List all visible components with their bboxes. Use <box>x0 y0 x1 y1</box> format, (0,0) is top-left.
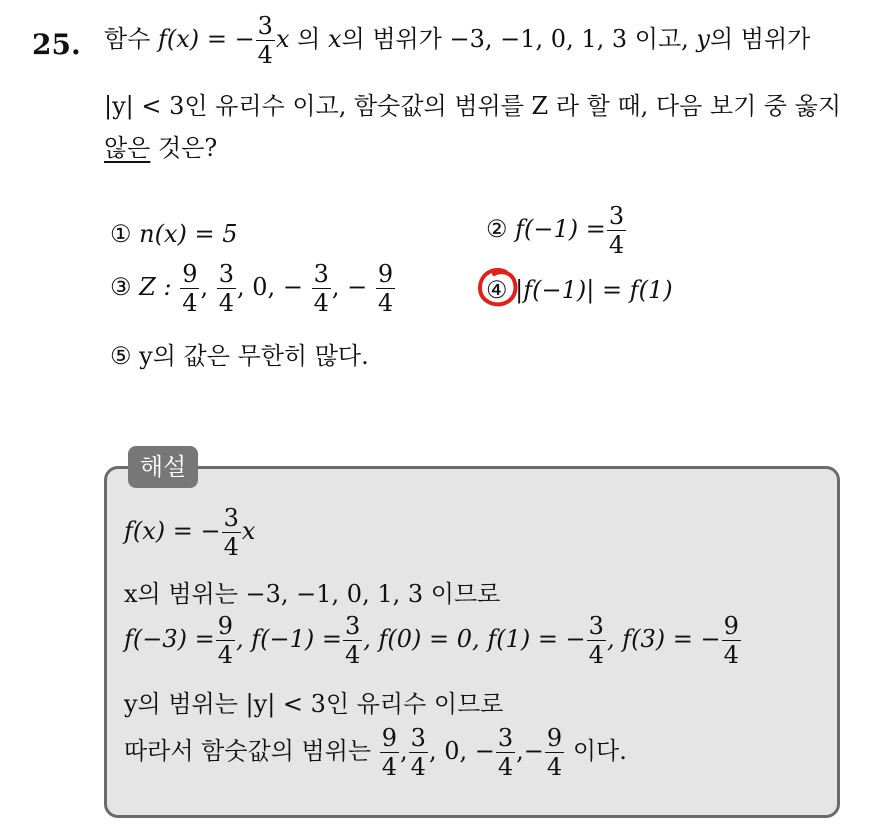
variable-x: x <box>275 25 290 53</box>
question-line-3 <box>104 128 217 163</box>
minus-sign: − <box>523 737 544 765</box>
option-2-text: f(−1) = <box>515 215 606 243</box>
fraction-numerator: 9 <box>182 260 198 288</box>
fraction-numerator: 9 <box>377 260 394 288</box>
option-4-text: |f(−1)| = f(1) <box>515 276 673 304</box>
fraction-numerator: 3 <box>410 724 426 752</box>
question-line-2: |y| < 3인 유리수 이고, 함숫값의 범위를 Z 라 할 때, 다음 보기 중 옳지 <box>104 92 842 120</box>
equals-sign: = <box>206 25 227 53</box>
variable-x: x <box>241 517 256 545</box>
minus-sign: − <box>347 273 368 301</box>
fraction-denominator: 4 <box>218 289 235 317</box>
fraction-numerator: 3 <box>345 612 361 640</box>
option-1-mark: ① <box>110 220 132 248</box>
option-3-zero: 0, <box>252 273 276 301</box>
fraction-denominator: 4 <box>608 231 625 259</box>
fraction-denominator: 4 <box>497 753 514 781</box>
option-3-fraction-4 <box>376 262 395 315</box>
solution-fraction <box>587 614 606 667</box>
option-5-text: y의 값은 무한히 많다. <box>139 342 369 370</box>
fraction-denominator: 4 <box>410 753 426 781</box>
solution-fraction <box>222 506 241 559</box>
solution-line-5: 따라서 함숫값의 범위는 $\frac{9}{4}$ , $\frac{3}{4}$ , 0, − $\frac{3}{4}$ ,− $\frac{9}{4}$ 이다. <box>124 724 627 781</box>
line1-tail: 의 범위가 <box>709 25 811 53</box>
option-3-mark: ③ <box>110 273 132 301</box>
fraction-denominator: 4 <box>217 641 234 669</box>
question-prefix: 함수 <box>104 25 151 53</box>
option-2-fraction <box>607 204 626 257</box>
fraction-numerator: 9 <box>217 612 234 640</box>
solution-fraction <box>545 726 564 779</box>
option-4-mark: ④ <box>486 276 508 304</box>
solution-expression: f(−3) = <box>124 625 215 653</box>
solution-line-1 <box>124 506 255 559</box>
solution-fraction <box>216 614 235 667</box>
solution-fraction <box>343 614 362 667</box>
fraction-denominator: 4 <box>546 753 563 781</box>
fraction-numerator: 3 <box>608 202 625 230</box>
question-line-1 <box>104 14 810 67</box>
fraction-numerator: 3 <box>257 12 273 40</box>
option-3-fraction-1 <box>180 262 199 315</box>
solution-conclusion: 따라서 함숫값의 범위는 <box>124 737 372 765</box>
fraction-denominator: 4 <box>313 289 329 317</box>
solution-fraction <box>496 726 515 779</box>
fraction-numerator: 9 <box>723 612 739 640</box>
solution-fraction <box>380 726 399 779</box>
fraction-numerator: 3 <box>497 724 514 752</box>
fraction-denominator: 4 <box>723 641 739 669</box>
solution-line-4: y의 범위는 |y| < 3인 유리수 이므로 <box>124 690 504 718</box>
fraction-numerator: 3 <box>588 612 604 640</box>
function-notation: f(x) <box>158 25 200 53</box>
solution-function: f(x) = − <box>124 517 221 545</box>
fraction-denominator: 4 <box>345 641 361 669</box>
underlined-word: 않은 <box>104 134 151 162</box>
solution-expression: , f(−1) = <box>236 625 342 653</box>
y-label: y <box>696 25 710 53</box>
fraction <box>256 14 275 67</box>
option-3-fraction-3 <box>312 262 331 315</box>
fraction-numerator: 3 <box>218 260 235 288</box>
question-number: 25. <box>32 28 81 61</box>
solution-zero: 0, <box>444 737 468 765</box>
option-3[interactable]: ③ Z : $\frac{9}{4}$ , $\frac{3}{4}$ , 0, − $\frac{3}{4}$ , − $\frac{9}{4}$ <box>110 260 394 317</box>
question-ending: 것은? <box>158 134 218 162</box>
option-5-mark: ⑤ <box>110 342 132 370</box>
fraction-denominator: 4 <box>257 41 273 69</box>
conjunction: 이고, <box>634 25 689 53</box>
x-label: x <box>327 25 342 53</box>
red-circle-mark-icon <box>476 266 520 308</box>
option-1[interactable] <box>110 220 238 248</box>
fraction-numerator: 3 <box>313 260 329 288</box>
solution-line-3 <box>124 614 742 667</box>
minus-sign: − <box>474 737 495 765</box>
solution-ending: 이다. <box>572 737 627 765</box>
fraction-denominator: 4 <box>588 641 604 669</box>
range-text: 의 범위가 <box>341 25 442 53</box>
solution-expression: , f(3) = − <box>606 625 721 653</box>
solution-line-2: x의 범위는 −3, −1, 0, 1, 3 이므로 <box>124 580 501 608</box>
minus-sign: − <box>282 273 303 301</box>
solution-fraction <box>409 726 428 779</box>
particle-ui: 의 <box>297 25 321 53</box>
option-2[interactable] <box>486 204 627 257</box>
fraction-denominator: 4 <box>223 533 239 561</box>
fraction-numerator: 3 <box>223 504 239 532</box>
fraction-numerator: 9 <box>381 724 398 752</box>
option-2-mark: ② <box>486 215 508 243</box>
solution-tab: 해설 <box>128 446 198 488</box>
solution-fraction <box>722 614 741 667</box>
option-5[interactable] <box>110 336 369 371</box>
fraction-denominator: 4 <box>381 753 398 781</box>
solution-expression: , f(0) = 0, f(1) = − <box>363 625 586 653</box>
fraction-denominator: 4 <box>182 289 198 317</box>
option-1-text: n(x) = 5 <box>139 220 238 248</box>
minus-sign: − <box>234 25 255 53</box>
fraction-numerator: 9 <box>546 724 563 752</box>
option-3-prefix: Z : <box>139 273 172 301</box>
fraction-denominator: 4 <box>377 289 394 317</box>
x-values: −3, −1, 0, 1, 3 <box>449 25 628 53</box>
option-3-fraction-2 <box>217 262 236 315</box>
